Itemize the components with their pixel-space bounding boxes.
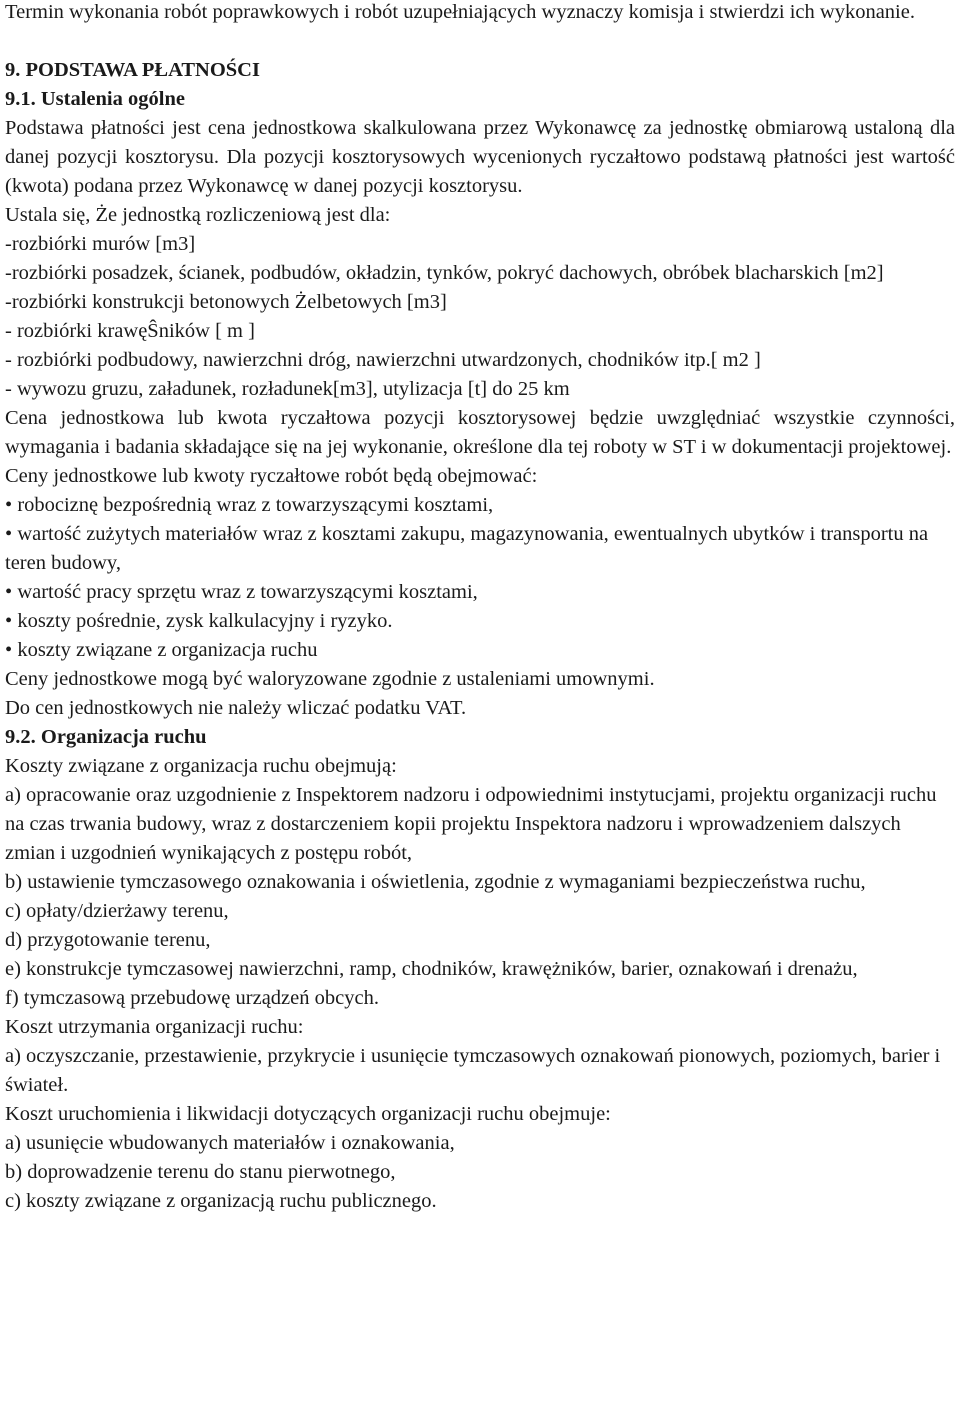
includes-item-text: wartość pracy sprzętu wraz z towarzyszącymi kosztami, <box>17 581 478 603</box>
includes-item <box>5 636 955 665</box>
bullet-icon: • <box>5 610 13 632</box>
launch-intro: Koszt uruchomienia i likwidacji dotyczących organizacji ruchu obejmuje: <box>5 1103 611 1125</box>
includes-item-text: koszty związane z organizacja ruchu <box>17 639 318 661</box>
includes-intro: Ceny jednostkowe lub kwoty ryczałtowe robót będą obejmować: <box>5 465 538 487</box>
subsection-heading: 9.2. Organizacja ruchu <box>5 726 207 748</box>
spacer <box>5 27 955 56</box>
launch-item: b) doprowadzenie terenu do stanu pierwotnego, <box>5 1161 396 1183</box>
units-intro: Ustala się, Że jednostką rozliczeniową jest dla: <box>5 204 391 226</box>
cost-item: d) przygotowanie terenu, <box>5 929 211 951</box>
bullet-icon: • <box>5 639 13 661</box>
launch-item: c) koszty związane z organizacją ruchu publicznego. <box>5 1190 437 1212</box>
includes-item-text: wartość zużytych materiałów wraz z kosztami zakupu, magazynowania, ewentualnych ubytków i transportu na teren budowy, <box>5 523 929 574</box>
cost-item: c) opłaty/dzierżawy terenu, <box>5 900 229 922</box>
valorization-note: Ceny jednostkowe mogą być waloryzowane zgodnie z ustaleniami umownymi. <box>5 668 655 690</box>
cost-item: a) opracowanie oraz uzgodnienie z Inspektorem nadzoru i odpowiednimi instytucjami, projektu organizacji ruchu na czas trwania budowy, wraz z dostarczeniem kopii projektu Inspektora nadzoru i wprowadzeniem dalszych zmian i uzgodnień wynikających z postępu robót, <box>5 784 937 864</box>
subsection-heading: 9.1. Ustalenia ogólne <box>5 88 185 110</box>
unit-item: -rozbiórki posadzek, ścianek, podbudów, okładzin, tynków, pokryć dachowych, obróbek blacharskich [m2] <box>5 262 884 284</box>
unit-item: -rozbiórki konstrukcji betonowych Żelbetowych [m3] <box>5 291 447 313</box>
intro-paragraph: Termin wykonania robót poprawkowych i robót uzupełniających wyznaczy komisja i stwierdzi ich wykonanie. <box>5 1 915 23</box>
maintenance-item: a) oczyszczanie, przestawienie, przykrycie i usunięcie tymczasowych oznakowań pionowych, poziomych, barier i świateł. <box>5 1045 941 1096</box>
includes-item-text: robociznę bezpośrednią wraz z towarzyszącymi kosztami, <box>17 494 494 516</box>
includes-item-text: koszty pośrednie, zysk kalkulacyjny i ryzyko. <box>17 610 393 632</box>
includes-item <box>5 607 955 636</box>
includes-item <box>5 520 955 578</box>
unit-item: - wywozu gruzu, załadunek, rozładunek[m3], utylizacja [t] do 25 km <box>5 378 570 400</box>
document-page <box>5 0 955 1216</box>
cost-item: e) konstrukcje tymczasowej nawierzchni, ramp, chodników, krawężników, barier, oznakowań i drenażu, <box>5 958 858 980</box>
costs-intro: Koszty związane z organizacja ruchu obejmują: <box>5 755 397 777</box>
bullet-icon: • <box>5 523 13 545</box>
unit-price-paragraph: Cena jednostkowa lub kwota ryczałtowa pozycji kosztorysowej będzie uwzględniać wszystkie czynności, wymagania i badania składające się na jej wykonanie, określone dla tej roboty w ST i w dokumentacji projektowej. <box>5 407 955 458</box>
unit-item: - rozbiórki podbudowy, nawierzchni dróg, nawierzchni utwardzonych, chodników itp.[ m2 ] <box>5 349 761 371</box>
section-heading: 9. PODSTAWA PŁATNOŚCI <box>5 59 260 81</box>
cost-item: b) ustawienie tymczasowego oznakowania i oświetlenia, zgodnie z wymaganiami bezpieczeństwa ruchu, <box>5 871 866 893</box>
unit-item: - rozbiórki krawęŜników [ m ] <box>5 320 255 342</box>
bullet-icon: • <box>5 494 13 516</box>
bullet-icon: • <box>5 581 13 603</box>
includes-item <box>5 491 955 520</box>
payment-basis-paragraph: Podstawa płatności jest cena jednostkowa skalkulowana przez Wykonawcę za jednostkę obmiarową ustaloną dla danej pozycji kosztorysu. Dla pozycji kosztorysowych wycenionych ryczałtowo podstawą płatności jest wartość (kwota) podana przez Wykonawcę w danej pozycji kosztorysu. <box>5 117 955 197</box>
cost-item: f) tymczasową przebudowę urządzeń obcych. <box>5 987 379 1009</box>
vat-note: Do cen jednostkowych nie należy wliczać podatku VAT. <box>5 697 467 719</box>
maintenance-intro: Koszt utrzymania organizacji ruchu: <box>5 1016 304 1038</box>
unit-item: -rozbiórki murów [m3] <box>5 233 196 255</box>
includes-item <box>5 578 955 607</box>
launch-item: a) usunięcie wbudowanych materiałów i oznakowania, <box>5 1132 455 1154</box>
